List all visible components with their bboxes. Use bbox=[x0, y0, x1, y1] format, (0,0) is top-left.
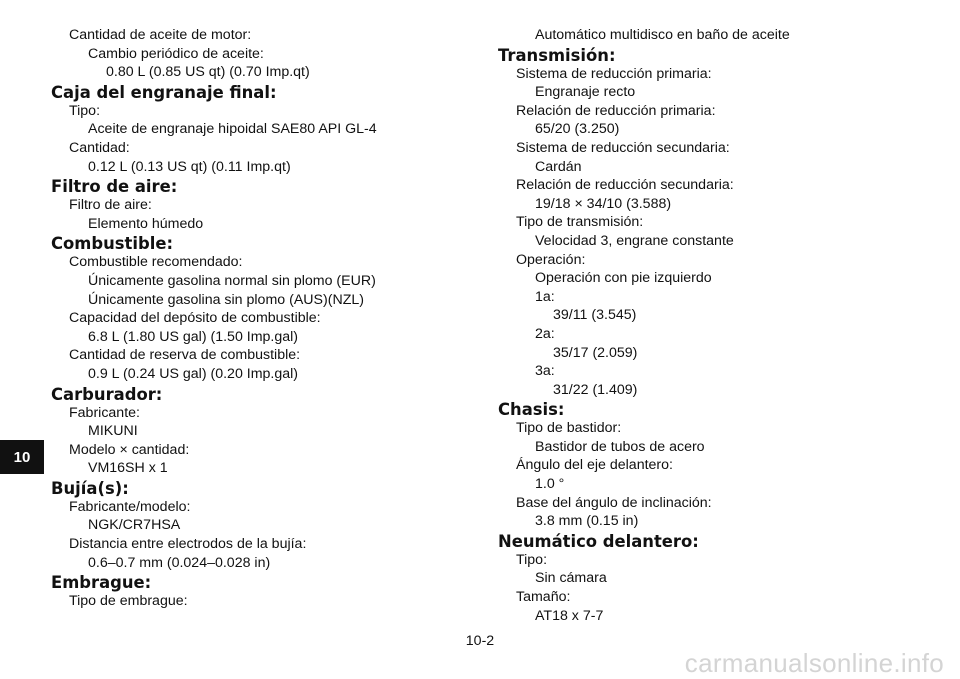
section-heading: Transmisión: bbox=[498, 45, 616, 65]
spec-value: Aceite de engranaje hipoidal SAE80 API GL-4 bbox=[88, 121, 377, 138]
spec-label: Modelo × cantidad: bbox=[69, 441, 190, 458]
spec-value: 31/22 (1.409) bbox=[553, 381, 638, 398]
spec-value: Cardán bbox=[535, 158, 582, 175]
section-heading: Filtro de aire: bbox=[51, 177, 178, 197]
spec-value: Cambio periódico de aceite: bbox=[88, 45, 264, 62]
left-column bbox=[51, 26, 471, 611]
spec-value: 0.9 L (0.24 US gal) (0.20 Imp.gal) bbox=[88, 365, 299, 382]
spec-value: MIKUNI bbox=[88, 423, 138, 440]
spec-label: Tipo: bbox=[516, 551, 548, 568]
spec-value: Bastidor de tubos de acero bbox=[535, 438, 705, 455]
spec-value: Operación con pie izquierdo bbox=[535, 270, 712, 287]
spec-label: Filtro de aire: bbox=[69, 197, 152, 214]
spec-label: Tipo: bbox=[69, 102, 101, 119]
spec-value: Automático multidisco en baño de aceite bbox=[535, 27, 790, 43]
spec-value: AT18 x 7-7 bbox=[535, 607, 604, 624]
spec-label: Relación de reducción primaria: bbox=[516, 102, 716, 119]
spec-value: 65/20 (3.250) bbox=[535, 121, 620, 138]
spec-label: Combustible recomendado: bbox=[69, 254, 243, 271]
spec-value: 1.0 ° bbox=[535, 476, 565, 493]
spec-label: Cantidad: bbox=[69, 139, 130, 156]
spec-value: 3a: bbox=[535, 363, 555, 380]
spec-label: Operación: bbox=[516, 251, 586, 268]
spec-value: 0.12 L (0.13 US qt) (0.11 Imp.qt) bbox=[88, 158, 291, 175]
spec-value: Sin cámara bbox=[535, 570, 607, 587]
right-column bbox=[498, 26, 938, 625]
spec-value: Elemento húmedo bbox=[88, 215, 204, 232]
spec-label: Tipo de embrague: bbox=[69, 593, 188, 610]
section-heading: Bujía(s): bbox=[51, 478, 129, 498]
spec-value: 0.80 L (0.85 US qt) (0.70 Imp.qt) bbox=[106, 64, 310, 81]
spec-label: Base del ángulo de inclinación: bbox=[516, 494, 712, 511]
spec-label: Fabricante/modelo: bbox=[69, 498, 191, 515]
spec-value: 39/11 (3.545) bbox=[553, 307, 637, 324]
spec-label: Tipo de bastidor: bbox=[516, 420, 622, 437]
spec-value: 19/18 × 34/10 (3.588) bbox=[535, 195, 672, 212]
page-number: 10-2 bbox=[465, 633, 495, 649]
spec-value: 0.6–0.7 mm (0.024–0.028 in) bbox=[88, 554, 271, 571]
spec-label: Cantidad de aceite de motor: bbox=[69, 27, 252, 43]
spec-value: Velocidad 3, engrane constante bbox=[535, 232, 734, 249]
spec-label: Fabricante: bbox=[69, 404, 140, 421]
section-heading: Chasis: bbox=[498, 400, 565, 420]
section-heading: Embrague: bbox=[51, 573, 152, 593]
spec-value: 35/17 (2.059) bbox=[553, 344, 638, 361]
spec-value: Únicamente gasolina sin plomo (AUS)(NZL) bbox=[88, 291, 364, 308]
spec-label: Capacidad del depósito de combustible: bbox=[69, 310, 321, 327]
watermark: carmanualsonline.info bbox=[684, 648, 944, 678]
spec-value: VM16SH x 1 bbox=[88, 460, 168, 477]
spec-value: 1a: bbox=[535, 288, 555, 305]
section-heading: Carburador: bbox=[51, 384, 163, 404]
spec-value: Únicamente gasolina normal sin plomo (EUR) bbox=[88, 272, 376, 289]
spec-value: 6.8 L (1.80 US gal) (1.50 Imp.gal) bbox=[88, 328, 299, 345]
spec-label: Distancia entre electrodos de la bujía: bbox=[69, 536, 307, 553]
section-heading: Neumático delantero: bbox=[498, 531, 699, 551]
spec-label: Tamaño: bbox=[516, 589, 571, 606]
spec-label: Tipo de transmisión: bbox=[516, 214, 644, 231]
section-heading: Caja del engranaje final: bbox=[51, 82, 277, 102]
spec-label: Cantidad de reserva de combustible: bbox=[69, 347, 301, 364]
spec-value: NGK/CR7HSA bbox=[88, 517, 181, 534]
spec-label: Relación de reducción secundaria: bbox=[516, 177, 734, 194]
spec-label: Sistema de reducción secundaria: bbox=[516, 139, 730, 156]
spec-value: 3.8 mm (0.15 in) bbox=[535, 513, 639, 530]
spec-label: Ángulo del eje delantero: bbox=[516, 457, 673, 474]
section-heading: Combustible: bbox=[51, 234, 174, 254]
spec-label: Sistema de reducción primaria: bbox=[516, 65, 712, 82]
spec-value: Engranaje recto bbox=[535, 84, 636, 101]
section-tab: 10 bbox=[0, 440, 44, 474]
spec-value: 2a: bbox=[535, 325, 555, 342]
